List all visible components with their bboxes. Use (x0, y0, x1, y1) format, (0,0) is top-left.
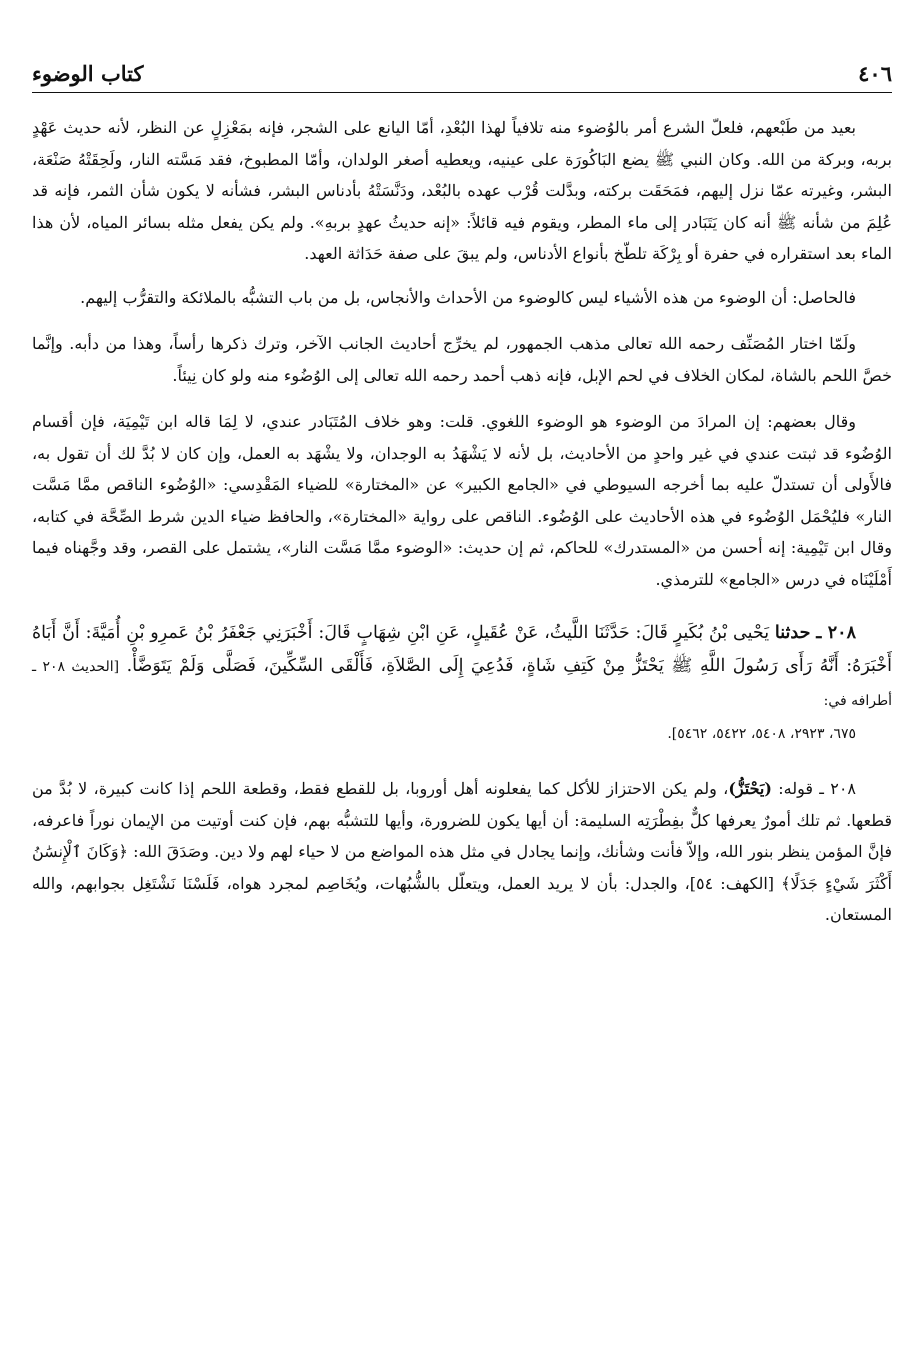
paragraph-conclusion: فالحاصل: أن الوضوء من هذه الأشياء ليس كالوضوء من الأحداث والأنجاس، بل من باب التشبُّه بالملائكة والتقرُّب إليهم. (80, 287, 856, 307)
paragraph-linguistic-wudu: وقال بعضهم: إن المرادَ من الوضوء هو الوضوء اللغوي. قلت: وهو خلاف المُتَبَادر عندي، لا لِمَا قاله ابن تَيْمِيَة، فإن أقسام الوُضُوء قد ثبتت عندي في غير واحدٍ من الأحاديث، بل لأنه لا يَشْهَدُ به الوجدان، ولا يشْهَد به العمل، وإن كان لا بُدَّ لك أن تقول به، فالأَولى أن تستدلّ عليه بما أخرجه السيوطي في «الجامع الكبير» عن «المختارة» للضياء المَقْدِسي: «الوُضُوء الناقص ممَّا مَسَّت النار» فليُحْمَل الوُضُوء في هذه الأحاديث على الوُضُوء. الناقص على رواية «المختارة»، والحافظ ضياء الدين شرط الصِّحَّة في كتابه، وقال ابن تَيْمِية: إنه أحسن من «المستدرك» للحاكم، ثم إن حديث: «الوضوء ممَّا مَسَّت النار»، يشتمل على القصر، وقد وجَّهناه فيما أَمْلَيْنَاه في درس «الجامع» للترمذي. (32, 412, 892, 589)
page-number: ٤٠٦ (858, 61, 892, 86)
commentary-208 (32, 773, 892, 931)
paragraph-continuation: بعيد من طَبْعهم، فلعلّ الشرع أمر بالوُضوء منه تلافياً لهذا البُعْدِ، أمّا اليانع على الشجر، فإنه بمَعْزِلٍ عن النظر، لأنه حديث عَهْدٍ بربه، وبركة من الله. وكان النبي ﷺ يضع البَاكُورَة على عينيه، ويعطيه أصغر الولدان، وأمّا المطبوخ، فقد مَسَّته النار، ولَحِقَتْهُ صَنْعَة، البشر، وغيرته عمّا نزل إليهم، فمَحَقَت بركته، وبدَّلت قُرْب عهده بالبُعْد، ودَنَّسَتْهُ بأدناس البشر، فشأنه لا يكون شأن الثمر، فإنه قد عُلِمَ من شأنه ﷺ أنه كان يَتَبَادر إلى ماء المطر، ويقوم فيه قائلاً: «إنه حديثُ عهدٍ بربهِ». ولم يكن يفعل مثله بسائر المياه، لأن هذا الماء بعد استقراره في حفرة أو بِرْكَة تلطّخ بأنواع الأدناس، ولم يبقَ على صفة حَدَاثة العهد. (32, 118, 892, 263)
commentary-keyword: (يَحْتَزُّ) (728, 779, 772, 798)
hadith-opening: حدثنا (774, 623, 811, 643)
hadith-text: يَحْيى بْنُ بُكَيرٍ قَالَ: حَدَّثَنَا اللَّيثُ، عَنْ عُقَيلٍ، عَنِ ابْنِ شِهَابٍ قَالَ: أَخْبَرَنِي جَعْفَرُ بْنُ عَمرِو بْنِ أُمَيَّةَ: أَنَّ أَبَاهُ أَخْبَرَهُ: أَنَّهُ رَأَى رَسُولَ اللَّهِ ﷺ يَحْتَزُّ مِنْ كَتِفِ شَاةٍ، فَدُعِيَ إِلَى الصَّلاَةِ، فَأَلْقَى السِّكِّينَ، فَصَلَّى وَلَمْ يَتَوَضَّأْ. (32, 623, 892, 676)
hadith-number: ٢٠٨ ـ (816, 623, 856, 643)
page-body (32, 112, 892, 931)
page-header (32, 56, 892, 93)
commentary-number: ٢٠٨ ـ قوله: (778, 779, 857, 798)
commentary-text: ، ولم يكن الاحتزاز للأكل كما يفعلونه أهل أوروبا، بل للقطع فقط، وقطعة اللحم إذا كانت كبيرة، لا بُدَّ من قطعها. ثم تلك أمورٌ يعرفها كلٌّ بفِطْرَتِه السليمة: أن أيها يكون للضرورة، وأيها للتشبُّه بهم، فإن كنت أوتيت من الإيمان نوراً فاعرفه، فإنَّ المؤمن ينظر بنور الله، وإلاّ فأنت وشأنك، وإنما يجادل في مثل هذه المواضع من لا حياء لهم ولا دين. وصَدَقَ الله: ﴿وَكَانَ ٱلْإِنسَٰنُ أَكْثَرَ شَيْءٍ جَدَلًا﴾ [الكهف: ٥٤]، والجدل: بأن لا يريد العمل، ويتعلّل بالشُّبُهات، ويُخَاصِم لمجرد هواه، فَلَسْنَا نَشْتَغِل بجوابهم، والله المستعان. (32, 779, 893, 924)
running-title: كتاب الوضوء (32, 61, 144, 86)
hadith-reference-numbers: ٦٧٥، ٢٩٢٣، ٥٤٠٨، ٥٤٢٢، ٥٤٦٢]. (667, 726, 856, 742)
hadith-reference: [الحديث ٢٠٨ ـ أطرافه في: (32, 659, 892, 709)
paragraph-author-choice: ولَمّا اختار المُصَنِّف رحمه الله تعالى مذهب الجمهور، لم يخرِّج أحاديث الجانب الآخر، وترك ذكرها رأساً، وهذا من دأبه. وإنَّما خصَّ اللحم بالشاة، لمكان الخلاف في لحم الإبل، فإنه ذهب أحمد رحمه الله تعالى إلى الوُضُوء منه ولو كان نِيئاً. (32, 334, 892, 385)
hadith-208 (32, 617, 892, 751)
